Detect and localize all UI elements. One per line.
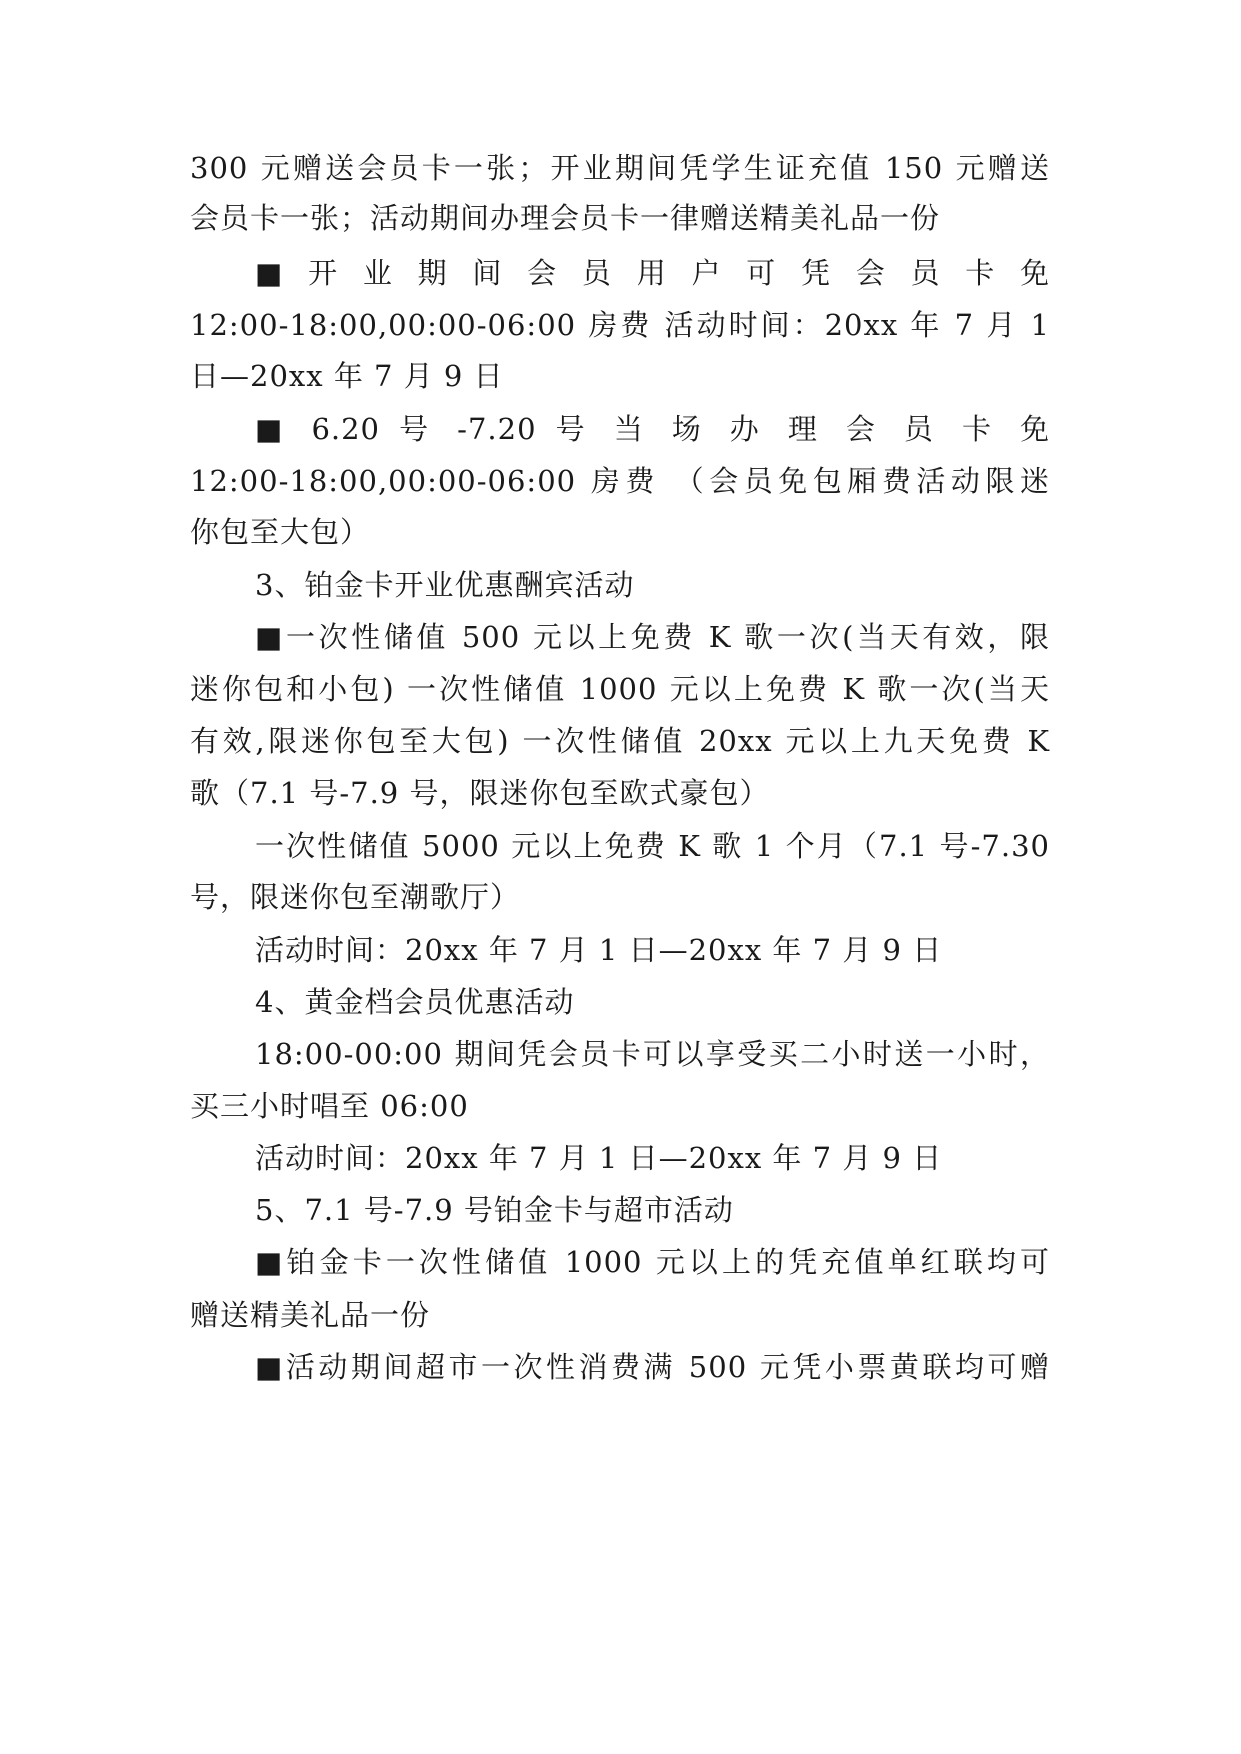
text-line: ■ 开 业 期 间 会 员 用 户 可 凭 会 员 卡 免 xyxy=(255,256,1050,290)
text-line: 一次性储值 5000 元以上免费 K 歌 1 个月（7.1 号-7.30 xyxy=(255,829,1050,863)
text-line: ■铂金卡一次性储值 1000 元以上的凭充值单红联均可 xyxy=(255,1245,1050,1279)
text-line: 号，限迷你包至潮歌厅） xyxy=(190,880,521,914)
text-line: 会员卡一张；活动期间办理会员卡一律赠送精美礼品一份 xyxy=(190,201,941,235)
text-line: 18:00-00:00 期间凭会员卡可以享受买二小时送一小时， xyxy=(255,1037,1050,1071)
text-line: 赠送精美礼品一份 xyxy=(190,1298,431,1332)
section-heading: 5、7.1 号-7.9 号铂金卡与超市活动 xyxy=(255,1193,734,1227)
section-heading: 3、铂金卡开业优惠酬宾活动 xyxy=(255,568,635,602)
text-line: 迷你包和小包) 一次性储值 1000 元以上免费 K 歌一次(当天 xyxy=(190,672,1050,706)
text-line: ■一次性储值 500 元以上免费 K 歌一次(当天有效，限 xyxy=(255,620,1050,654)
text-line: ■活动期间超市一次性消费满 500 元凭小票黄联均可赠 xyxy=(255,1350,1050,1384)
text-line: 歌（7.1 号-7.9 号，限迷你包至欧式豪包） xyxy=(190,776,770,810)
text-line: 12:00-18:00,00:00-06:00 房费 （会员免包厢费活动限迷 xyxy=(190,464,1050,498)
text-line: 活动时间：20xx 年 7 月 1 日—20xx 年 7 月 9 日 xyxy=(255,1141,943,1175)
text-line: 活动时间：20xx 年 7 月 1 日—20xx 年 7 月 9 日 xyxy=(255,933,943,967)
text-line: 日—20xx 年 7 月 9 日 xyxy=(190,359,504,393)
text-line: 有效,限迷你包至大包) 一次性储值 20xx 元以上九天免费 K xyxy=(190,724,1050,758)
text-line: 你包至大包） xyxy=(190,515,371,549)
section-heading: 4、黄金档会员优惠活动 xyxy=(255,985,575,1019)
text-line: 300 元赠送会员卡一张；开业期间凭学生证充值 150 元赠送 xyxy=(190,151,1050,185)
text-line: 买三小时唱至 06:00 xyxy=(190,1089,469,1123)
text-line: ■ 6.20 号 -7.20 号 当 场 办 理 会 员 卡 免 xyxy=(255,412,1050,446)
text-line: 12:00-18:00,00:00-06:00 房费 活动时间：20xx 年 7 月 1 xyxy=(190,308,1050,342)
